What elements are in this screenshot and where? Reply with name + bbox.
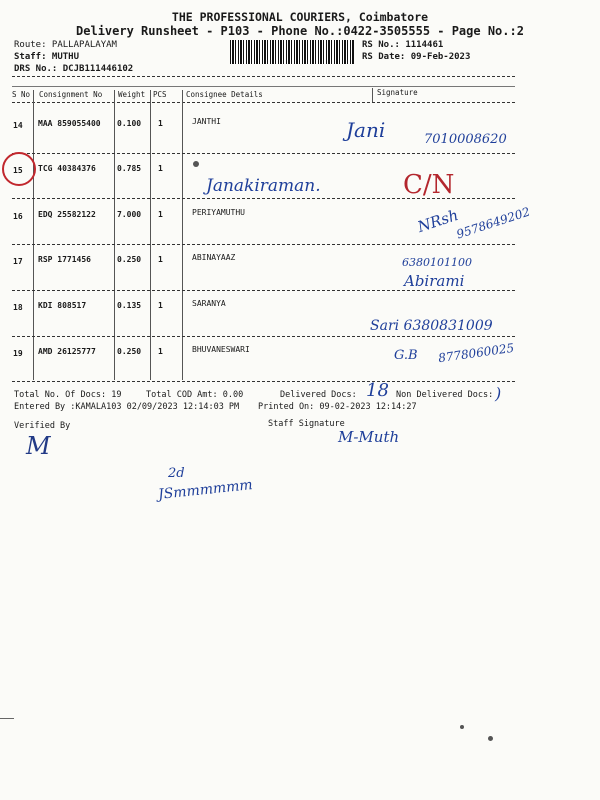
handwritten-phone: 8778060025	[437, 340, 515, 366]
row-pcs: 1	[158, 164, 163, 173]
staff-label: Staff: MUTHU	[14, 52, 80, 62]
row-weight: 0.250	[117, 347, 142, 356]
row-weight: 0.785	[117, 164, 142, 173]
runsheet-title: Delivery Runsheet - P103 - Phone No.:0422-3505555 - Page No.:2	[76, 24, 524, 38]
handwritten-non-delivered-count: )	[495, 384, 502, 403]
handwritten-signature: Abirami	[404, 272, 465, 290]
row-weight: 0.250	[117, 255, 142, 264]
divider	[12, 102, 515, 103]
handwritten-cn-mark: C/N	[403, 170, 455, 200]
drs-label: DRS No.: DCJB111446102	[14, 64, 134, 74]
row-sno: 17	[13, 257, 23, 266]
handwritten-phone: 6380101100	[402, 256, 472, 269]
row-pcs: 1	[158, 301, 163, 310]
row-consignee: ABINAYAAZ	[192, 253, 236, 262]
row-pcs: 1	[158, 347, 163, 356]
row-sno: 14	[13, 121, 23, 130]
delivered-docs-label: Delivered Docs:	[280, 390, 357, 400]
scribble-mark	[193, 161, 199, 167]
row-weight: 0.100	[117, 119, 142, 128]
scan-speck	[460, 725, 464, 729]
col-header-sno: S No	[12, 90, 31, 99]
handwritten-verified-signature: M	[26, 432, 51, 460]
rs-number: RS No.: 1114461	[362, 40, 444, 50]
row-consignment: EDQ 25582122	[38, 210, 96, 219]
row-pcs: 1	[158, 255, 163, 264]
row-pcs: 1	[158, 210, 163, 219]
row-sno: 16	[13, 212, 23, 221]
handwritten-signature: G.B	[394, 348, 418, 363]
divider	[12, 76, 515, 77]
row-consignment: AMD 26125777	[38, 347, 96, 356]
row-consignee: SARANYA	[192, 299, 226, 308]
barcode-image	[230, 40, 354, 64]
row-consignment: TCG 40384376	[38, 164, 96, 173]
divider	[12, 244, 515, 245]
rs-date: RS Date: 09-Feb-2023	[362, 52, 471, 62]
divider	[12, 381, 515, 382]
handwritten-signature: Jani	[346, 118, 386, 142]
row-sno: 19	[13, 349, 23, 358]
entered-by: Entered By :KAMALA103 02/09/2023 12:14:03 PM	[14, 402, 240, 412]
row-sno: 18	[13, 303, 23, 312]
col-header-consignee: Consignee Details	[186, 90, 263, 99]
row-consignment: MAA 859055400	[38, 119, 101, 128]
table-vline	[372, 88, 373, 102]
col-header-pcs: PCS	[153, 90, 167, 99]
row-pcs: 1	[158, 119, 163, 128]
divider	[12, 86, 515, 87]
non-delivered-docs-label: Non Delivered Docs:	[396, 390, 494, 400]
row-consignment: RSP 1771456	[38, 255, 91, 264]
row-consignee: JANTHI	[192, 117, 221, 126]
row-weight: 0.135	[117, 301, 142, 310]
handwritten-phone: 7010008620	[424, 132, 507, 147]
scan-speck	[488, 736, 493, 741]
divider	[12, 290, 515, 291]
handwritten-phone: 9578649202	[454, 204, 532, 242]
staff-signature-label: Staff Signature	[268, 419, 345, 429]
total-cod: Total COD Amt: 0.00	[146, 390, 244, 400]
col-header-weight: Weight	[118, 90, 146, 99]
divider	[12, 153, 515, 154]
verified-by-label: Verified By	[14, 421, 71, 431]
col-header-signature: Signature	[377, 88, 418, 97]
company-title: THE PROFESSIONAL COURIERS, Coimbatore	[171, 10, 429, 24]
printed-on: Printed On: 09-02-2023 12:14:27	[258, 402, 417, 412]
handwritten-delivered-count: 18	[366, 380, 389, 401]
row-weight: 7.000	[117, 210, 142, 219]
col-header-consignment: Consignment No	[39, 90, 103, 99]
handwritten-bottom-signature: JSmmmmmm	[157, 477, 254, 503]
handwritten-signature: Sari 6380831009	[370, 318, 493, 334]
handwritten-name: Janakiraman.	[206, 176, 321, 196]
handwritten-signature: NRsh	[415, 205, 461, 237]
edge-mark	[0, 718, 14, 719]
row-consignment: KDI 808517	[38, 301, 87, 310]
divider	[12, 336, 515, 337]
row-consignee: BHUVANESWARI	[192, 345, 250, 354]
divider	[12, 198, 515, 199]
handwritten-staff-signature: M-Muth	[338, 428, 400, 446]
total-docs: Total No. Of Docs: 19	[14, 390, 122, 400]
row-sno: 15	[13, 166, 23, 175]
row-consignee: PERIYAMUTHU	[192, 208, 245, 217]
route-label: Route: PALLAPALAYAM	[14, 40, 117, 50]
handwritten-bottom-signature: 2d	[168, 466, 185, 481]
